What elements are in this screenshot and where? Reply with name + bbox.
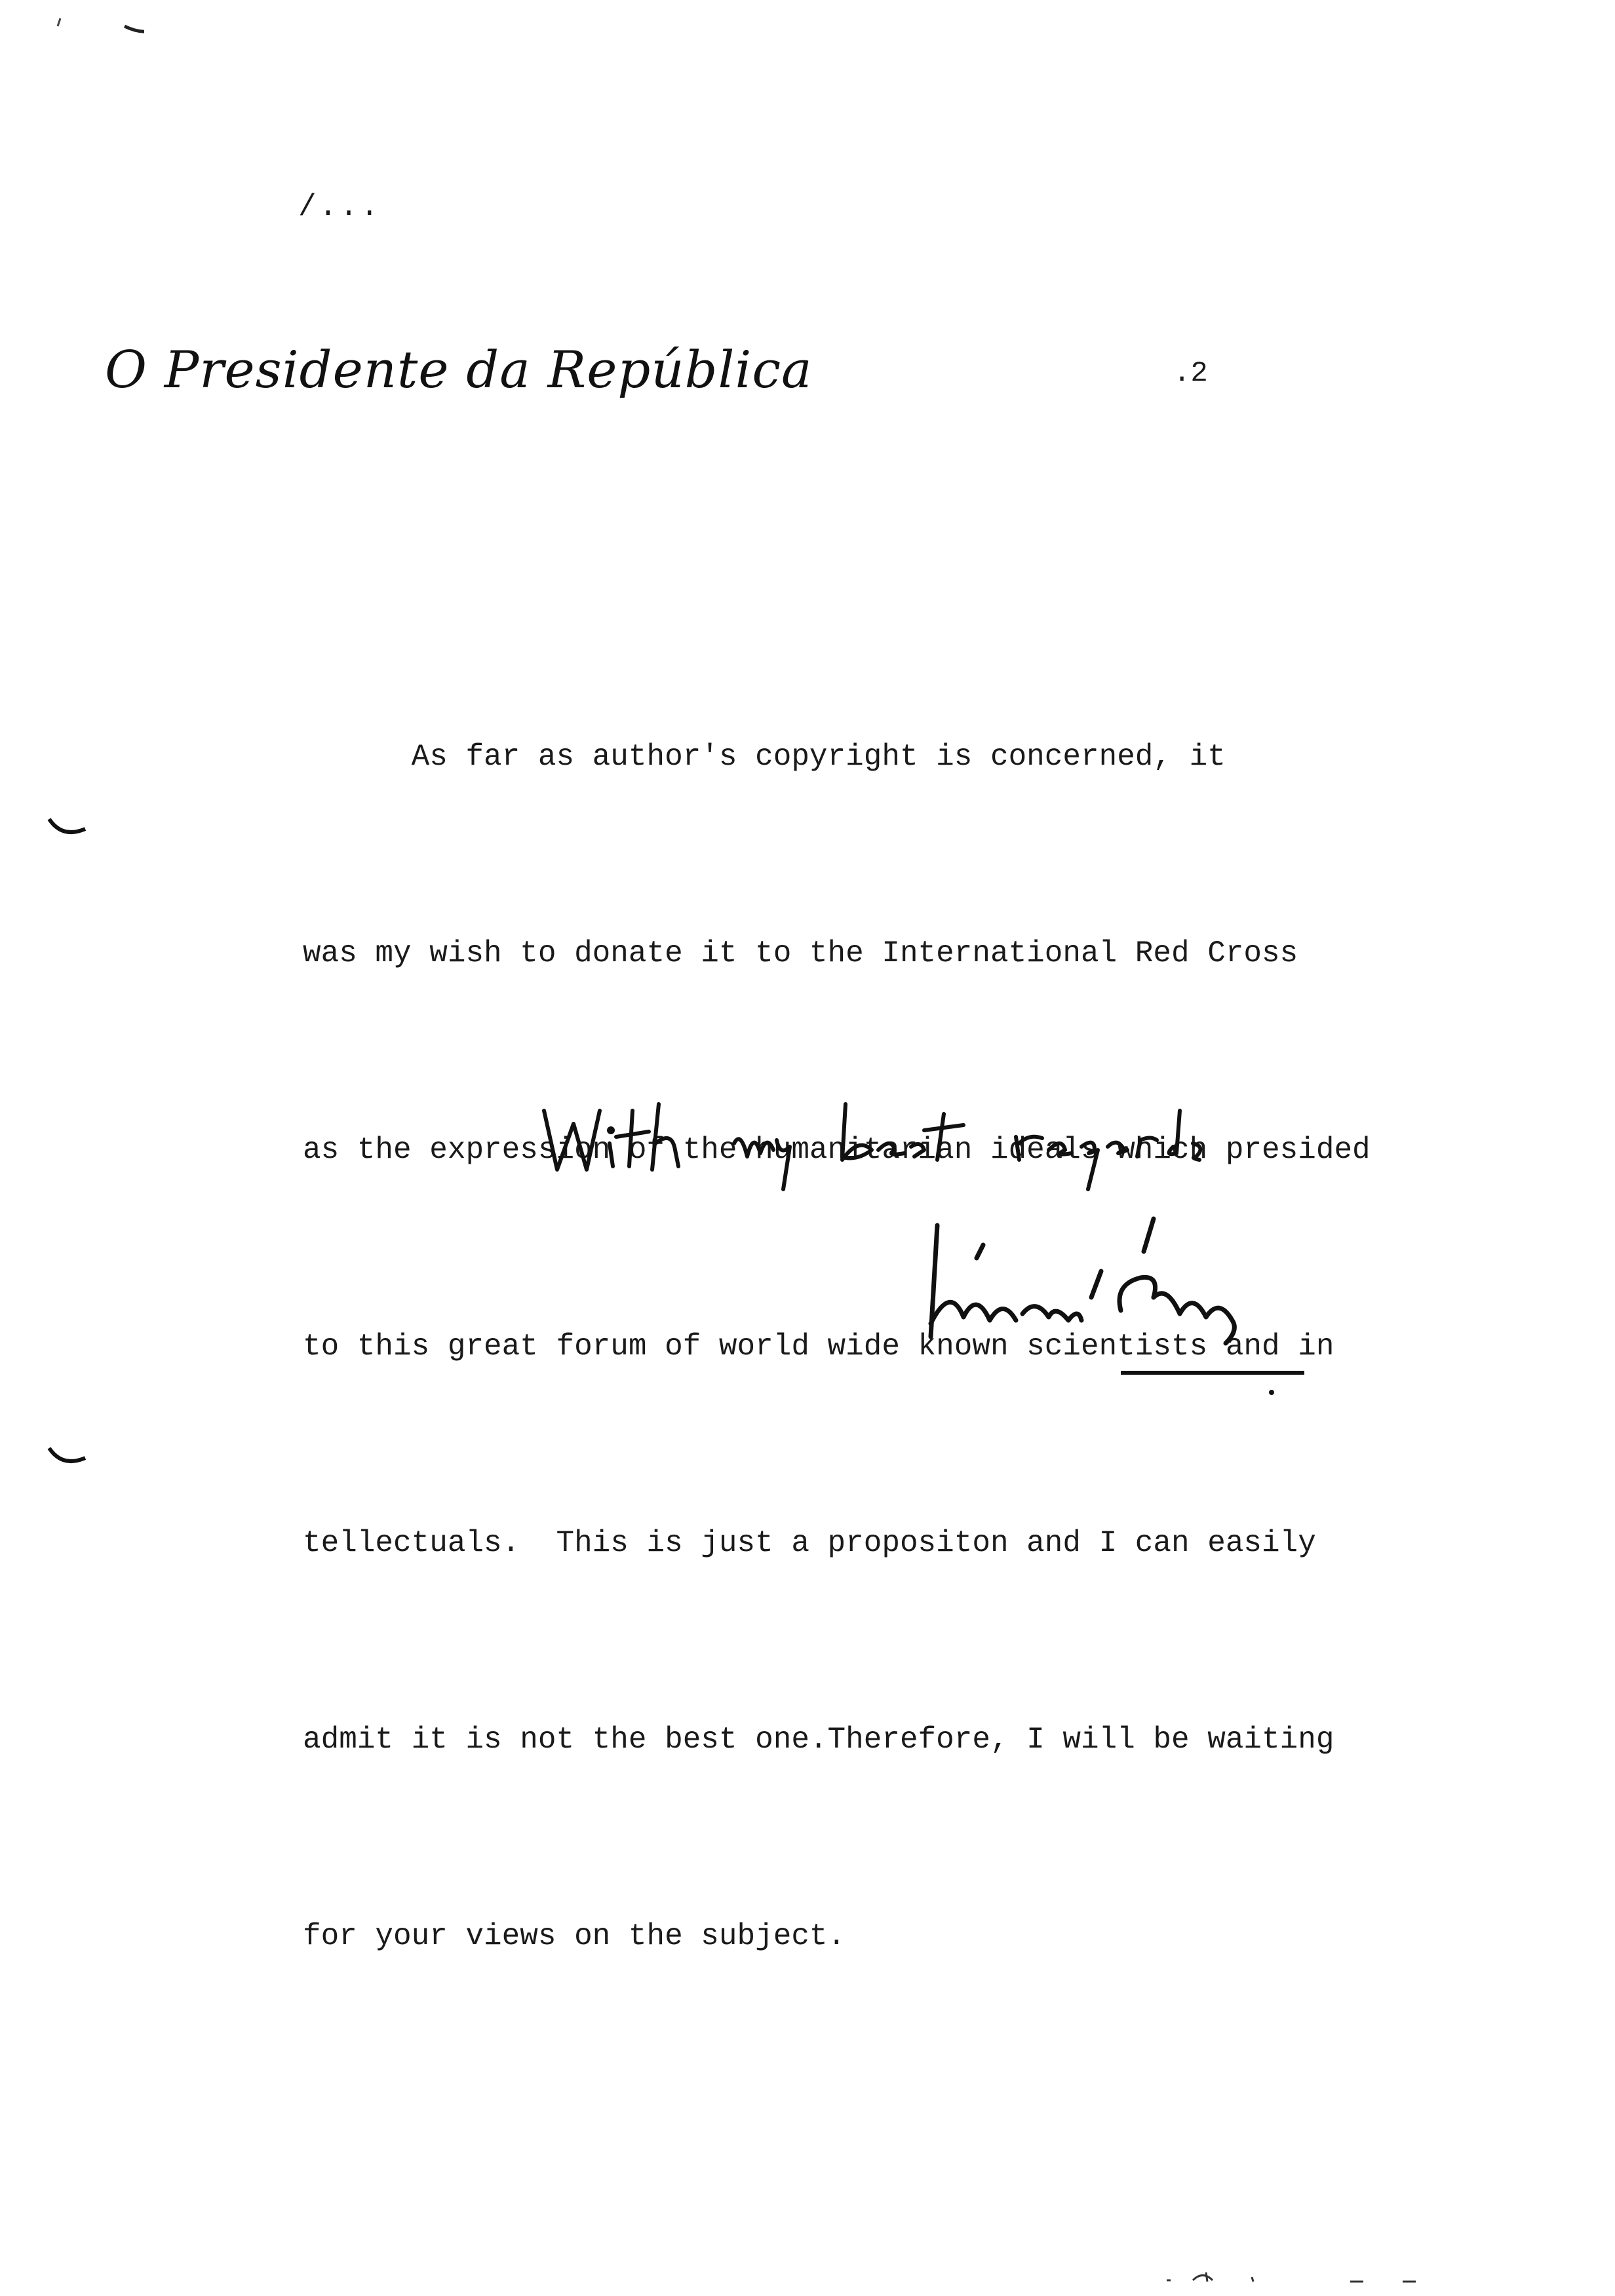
punch-mark-upper	[46, 813, 98, 845]
body-line: to this great forum of world wide known scientists and in	[303, 1330, 1334, 1364]
body-line: was my wish to donate it to the International Red Cross	[303, 936, 1298, 970]
body-line: tellectuals. This is just a propositon and I can easily	[303, 1526, 1316, 1560]
punch-mark-lower	[46, 1442, 98, 1474]
body-line: As far as author's copyright is concerned, it	[303, 740, 1226, 774]
page-number: .2	[1173, 357, 1208, 390]
signature	[918, 1206, 1324, 1402]
body-line: for your views on the subject.	[303, 1919, 846, 1953]
body-line: as the expression of the humanitarian ideals which presided	[303, 1133, 1371, 1167]
handwritten-closing	[518, 1084, 1239, 1196]
scan-mark-top	[26, 0, 144, 52]
letterhead-title: O Presidente da República	[105, 341, 813, 400]
continuation-mark: /...	[298, 190, 381, 224]
scan-mark-bottom	[1154, 2267, 1429, 2287]
body-line: admit it is not the best one.Therefore, I will be waiting	[303, 1723, 1334, 1757]
